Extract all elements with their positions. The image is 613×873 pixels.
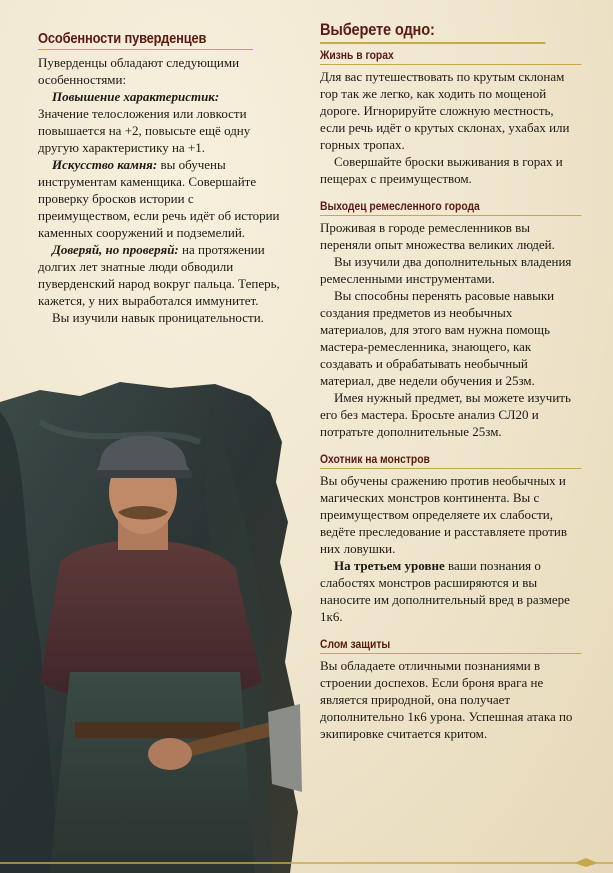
trait-text: вы обучены инструментам каменщика. Совершайте проверку бросков истории с преимуществом, если речь идёт об истории каменных сооружений и подземелий. (38, 157, 280, 240)
option-mountain-life (320, 48, 582, 187)
option-paragraph: Проживая в городе ремесленников вы переняли опыт множества великих людей. (320, 220, 555, 252)
option-paragraph: Вы обладаете отличными познаниями в строении доспехов. Если броня врага не является природной, она получает дополнительно 1к6 урона. Успешная атака по экипировке считается критом. (320, 658, 573, 741)
option-craft-city (320, 199, 582, 440)
option-armor-break (320, 637, 582, 742)
option-paragraph: Вы способны перенять расовые навыки создания предметов из необычных материалов, для этого вам нужна помощь мастера-ремесленника, знающего, как создавать и обрабатывать необычный материал, две недели обучения и 25зм. (320, 288, 555, 388)
features-intro: Пуверденцы обладают следующими особенностями: (38, 55, 240, 87)
option-title: Жизнь в горах (320, 48, 581, 65)
warrior-illustration (0, 382, 302, 873)
trait-name: Искусство камня: (52, 157, 158, 172)
option-title: Охотник на монстров (320, 452, 581, 469)
section-title-choose: Выберете одно: (320, 20, 545, 44)
trait-text: на протяжении долгих лет знатные люди обводили пуверденский народ вокруг пальца. Теперь, кажется, у них выработался иммунитет. (38, 242, 280, 308)
right-column (320, 20, 582, 742)
option-paragraph: Вы обучены сражению против необычных и магических монстров континента. Вы с преимуществом определяете их слабости, ведёте преследование и расставляете против них ловушки. (320, 473, 568, 556)
trait-name: Доверяй, но проверяй: (52, 242, 179, 257)
warrior-illustration-svg (0, 382, 302, 873)
option-paragraph: Имея нужный предмет, вы можете изучить его без мастера. Бросьте анализ СЛ20 и потратьте дополнительные 25зм. (320, 390, 571, 439)
trait-ability-increase (38, 88, 288, 105)
option-paragraph: Совершайте броски выживания в горах и пещерах с преимуществом. (320, 154, 563, 186)
trait-name: Повышение характеристик: (52, 89, 220, 104)
option-paragraph: Для вас путешествовать по крутым склонам гор так же легко, как ходить по мощеной дороге. Игнорируйте сложную местность, если речь идёт о крутых склонах, ухабах или горных тропах. (320, 69, 570, 152)
trait-ability-increase-text: Значение телосложения или ловкости повышается на +2, повысьте ещё одну другую характеристику на +1. (38, 106, 251, 155)
option-paragraph-level3 (320, 557, 582, 625)
option-monster-hunter (320, 452, 582, 625)
trait-trust-but-verify (38, 241, 288, 309)
option-paragraph: Вы изучили два дополнительных владения ремесленными инструментами. (320, 254, 572, 286)
features-closing: Вы изучили навык проницательности. (52, 310, 264, 325)
option-title: Выходец ремесленного города (320, 199, 581, 216)
bold-lead: На третьем уровне (334, 558, 445, 573)
level3-text: ваши познания о слабостях монстров расширяются и вы наносите им дополнительный вред в размере 1к6. (320, 558, 570, 624)
section-title-features: Особенности пуверденцев (38, 30, 253, 50)
trait-stone-art (38, 156, 288, 241)
option-title: Слом защиты (320, 637, 581, 654)
left-column (38, 30, 288, 326)
bottom-ornament (0, 857, 613, 867)
